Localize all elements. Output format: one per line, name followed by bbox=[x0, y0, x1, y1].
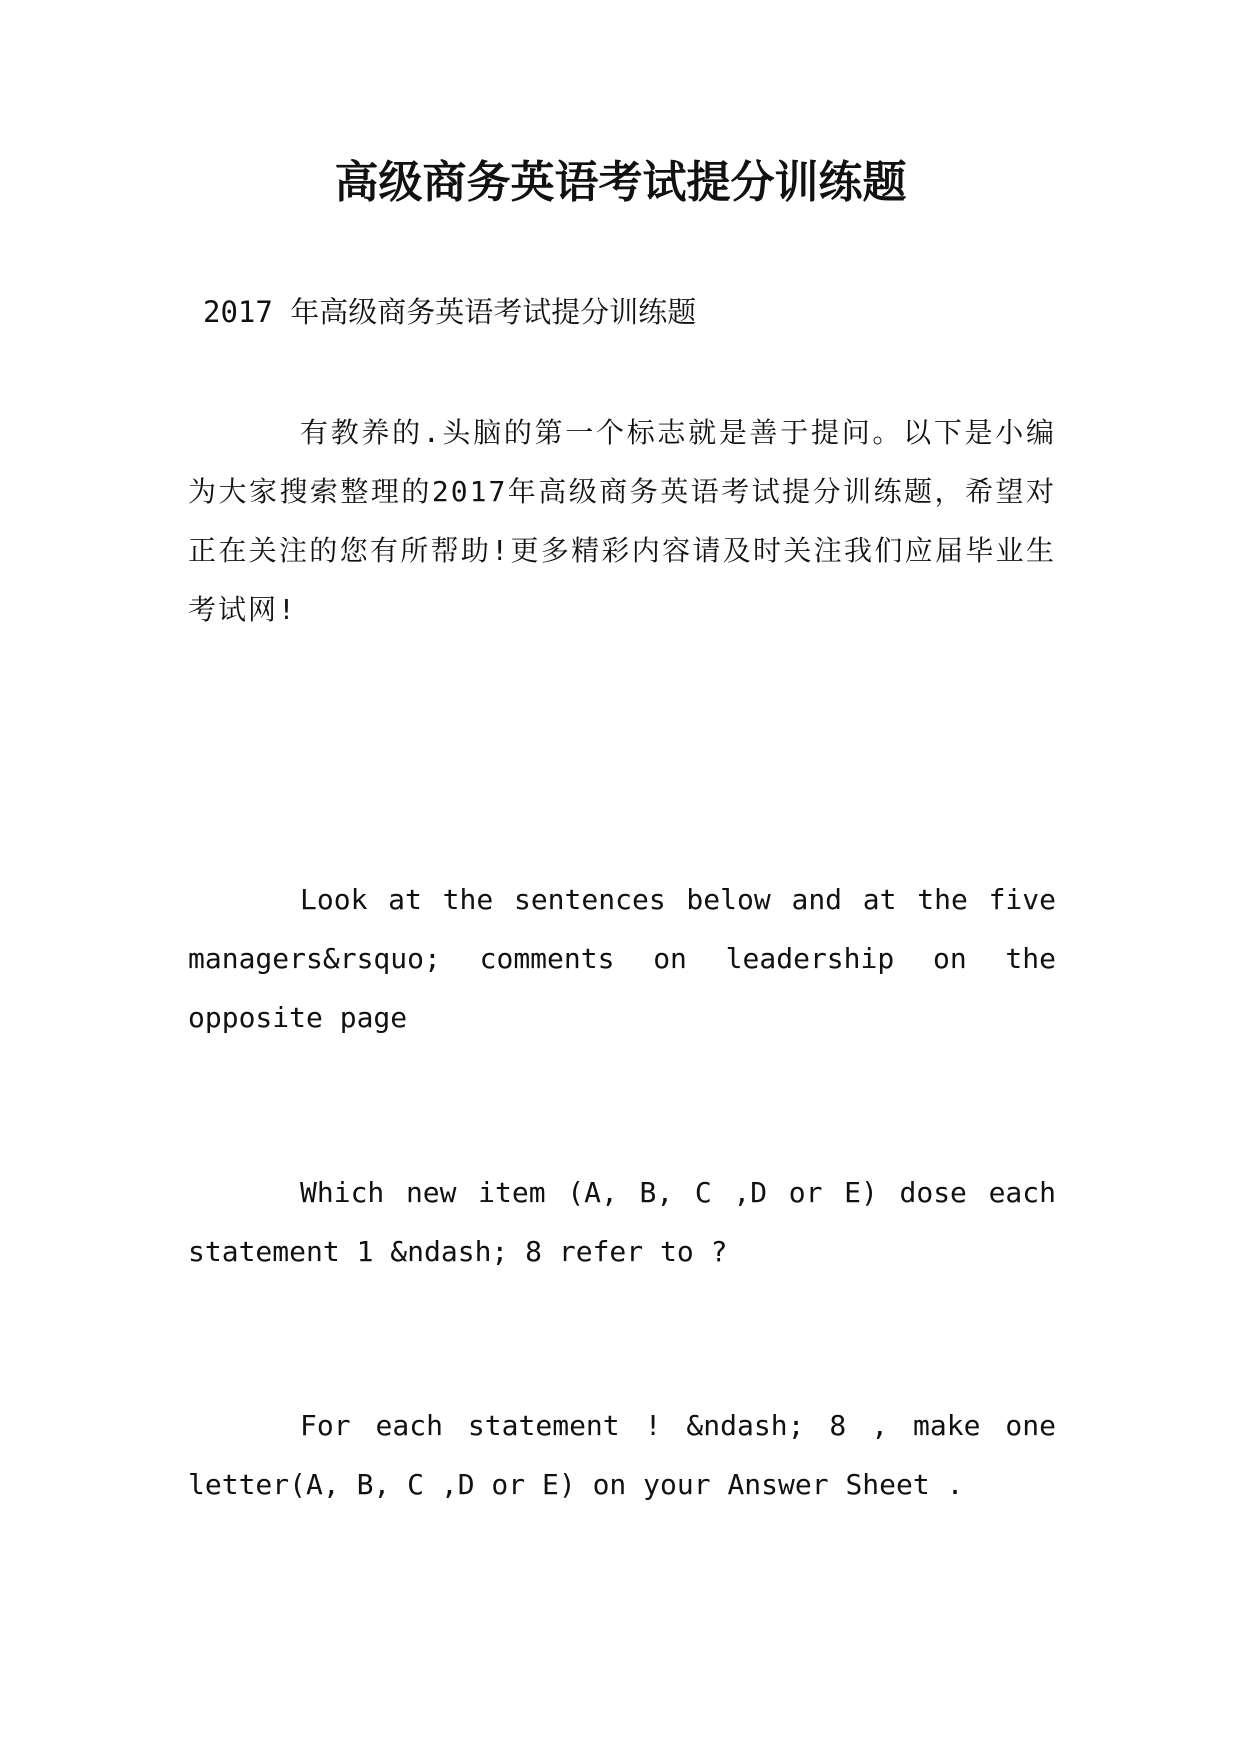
instruction-which-paragraph: Which new item (A, B, C ,D or E) dose each statement 1 &ndash; 8 refer to ? bbox=[188, 1176, 1056, 1268]
instruction-for-each-paragraph: For each statement ! &ndash; 8 , make one letter(A, B, C ,D or E) on your Answer Sheet . bbox=[188, 1409, 1056, 1501]
document-subtitle: 2017 年高级商务英语考试提分训练题 bbox=[203, 295, 697, 329]
instruction-look-paragraph: Look at the sentences below and at the five managers&rsquo; comments on leadership on the opposite page bbox=[188, 883, 1056, 1034]
document-title: 高级商务英语考试提分训练题 bbox=[334, 157, 907, 208]
intro-paragraph: 有教养的.头脑的第一个标志就是善于提问。以下是小编为大家搜索整理的2017年高级商务英语考试提分训练题，希望对正在关注的您有所帮助!更多精彩内容请及时关注我们应届毕业生考试网! bbox=[188, 416, 1056, 626]
